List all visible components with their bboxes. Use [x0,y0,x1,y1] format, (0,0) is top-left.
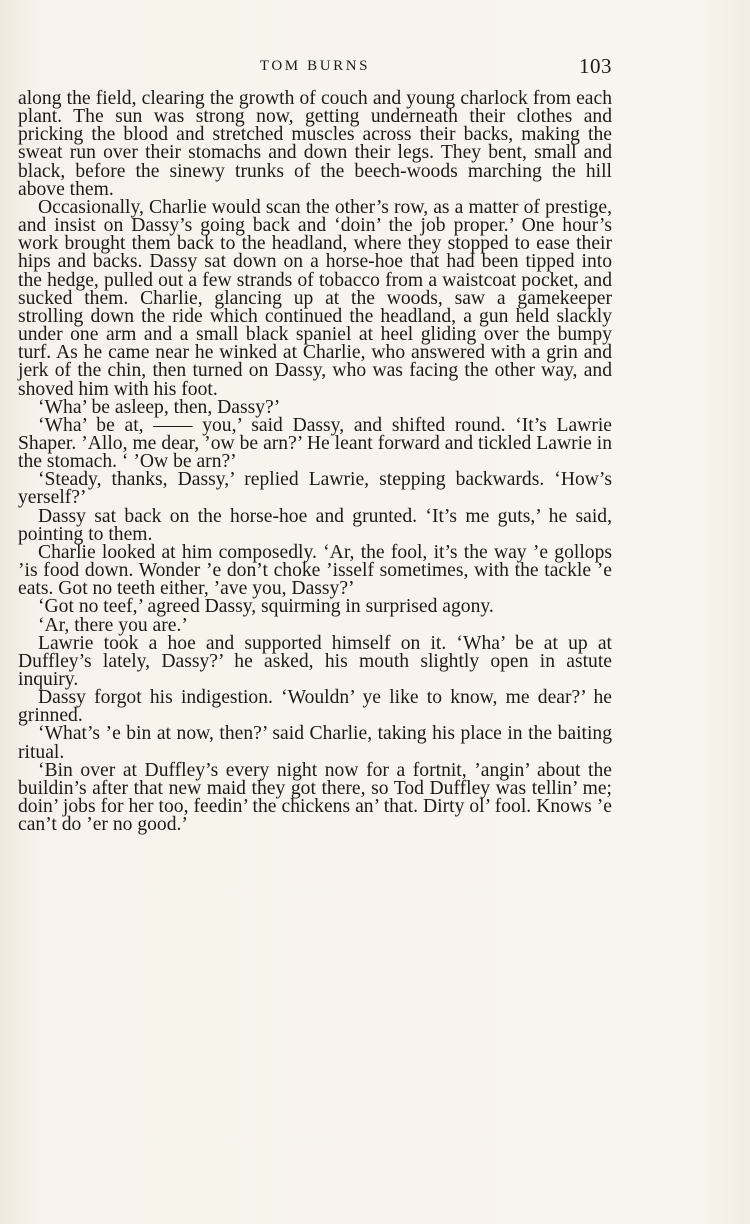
paragraph-5: ‘Steady, thanks, Dassy,’ replied Lawrie, stepping backwards. ‘How’s yerself?’ [18,469,612,509]
running-title: TOM BURNS [259,58,371,74]
paragraph-10: Lawrie took a hoe and supported himself on it. ‘Wha’ be at up at Duffley’s lately, Dassy?’ he asked, his mouth slightly open in astute inquiry. [18,632,612,690]
paragraph-9: ‘Ar, there you are.’ [38,614,188,636]
paragraph-2: Occasionally, Charlie would scan the other’s row, as a matter of prestige, and insist on Dassy’s going back and ‘doin’ the job proper.’ One hour’s work brought them back to the headland, where they stopped to ease their hips and backs. Dassy sat down on a horse-hoe that had been tipped into the hedge, pulled out a few strands of tobacco from a waistcoat pocket, and sucked them. Charlie, glancing up at the woods, saw a gamekeeper strolling down the ride which continued the headland, a gun held slackly under one arm and a small black spaniel at heel gliding over the bumpy turf. As he came near he winked at Charlie, who answered with a grin and jerk of the chin, then turned on Dassy, who was facing the other way, and shoved him with his foot. [18,196,612,400]
page-header [18,54,612,84]
body-text [18,90,612,834]
paragraph-6: Dassy sat back on the horse-hoe and grunted. ‘It’s me guts,’ he said, pointing to them. [18,505,612,545]
paragraph-7: Charlie looked at him composedly. ‘Ar, the fool, it’s the way ’e gollops ’is food down. Wonder ’e don’t choke ’isself sometimes, with the tackle ’e eats. Got no teeth either, ’ave you, Dassy?’ [18,541,612,600]
paragraph-13: ‘Bin over at Duffley’s every night now for a fortnit, ’angin’ about the buildin’s after that new maid they got there, so Tod Duffley was tellin’ me; doin’ jobs for her too, feedin’ the chickens an’ that. Dirty ol’ fool. Knows ’e can’t do ’er no good.’ [18,759,612,836]
paragraph-8: ‘Got no teef,’ agreed Dassy, squirming in surprised agony. [38,596,494,618]
paragraph-12: ‘What’s ’e bin at now, then?’ said Charlie, taking his place in the baiting ritual. [18,723,612,763]
paragraph-1: along the field, clearing the growth of couch and young charlock from each plant. The sun was strong now, getting underneath their clothes and pricking the blood and stretched muscles across their backs, making the sweat run over their stomachs and down their legs. They bent, small and black, before the sinewy trunks of the beech-woods marching the hill above them. [18,88,612,200]
paragraph-3: ‘Wha’ be asleep, then, Dassy?’ [38,396,281,418]
paragraph-11: Dassy forgot his indigestion. ‘Wouldn’ ye like to know, me dear?’ he grinned. [18,687,612,727]
paragraph-4: ‘Wha’ be at, —— you,’ said Dassy, and shifted round. ‘It’s Lawrie Shaper. ’Allo, me dear, ’ow be arn?’ He leant forward and tickled Lawrie in the stomach. ‘ ’Ow be arn?’ [18,414,612,473]
page-number: 103 [579,54,612,78]
